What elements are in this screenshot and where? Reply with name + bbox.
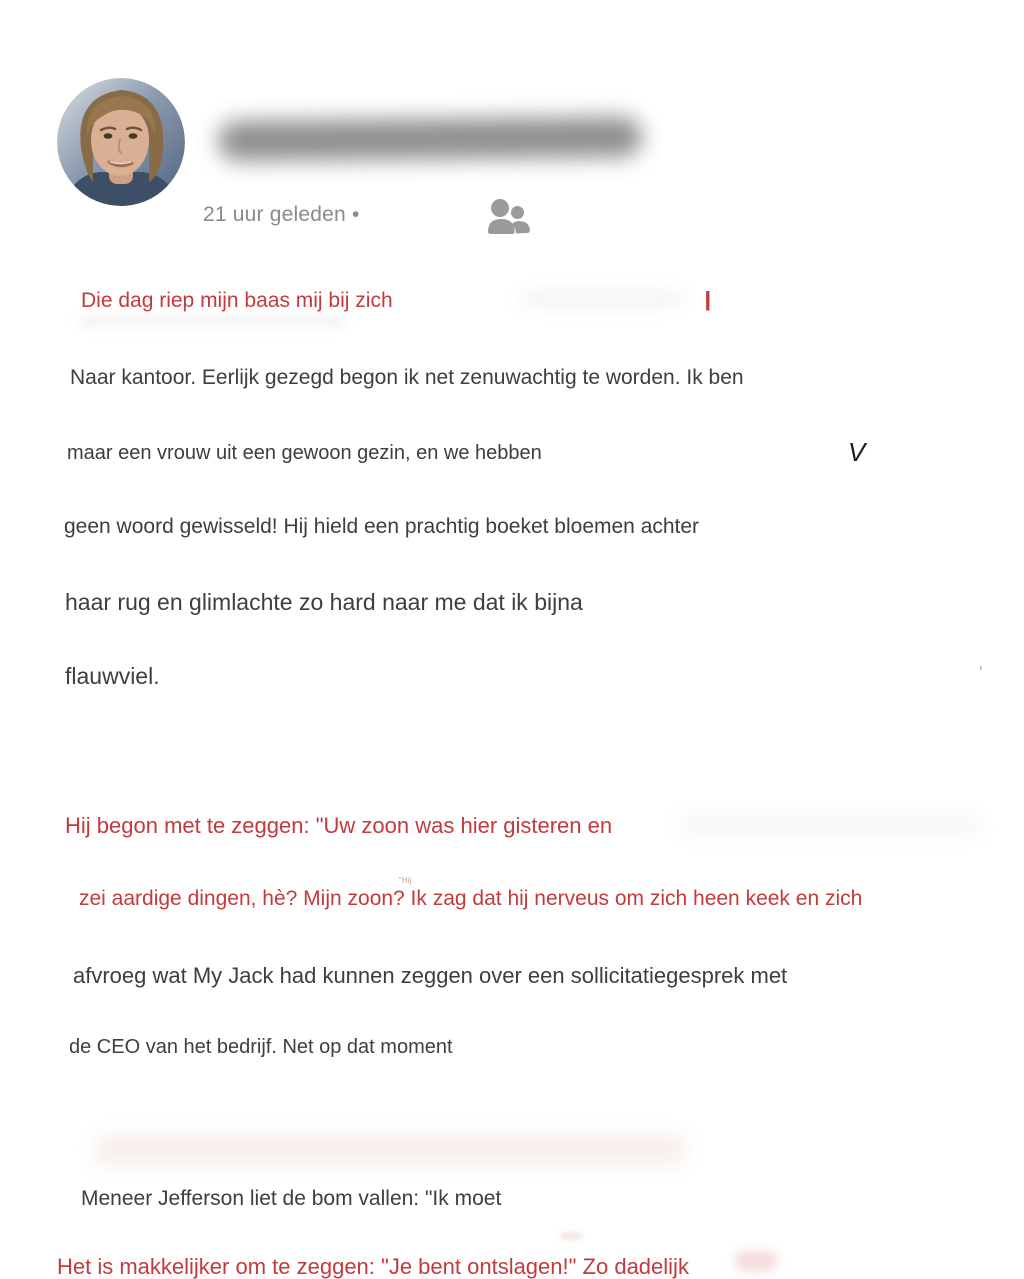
post-line-12: Het is makkelijker om te zeggen: "Je bent ontslagen!" Zo dadelijk [57, 1254, 689, 1279]
post-line-9: afvroeg wat My Jack had kunnen zeggen over een sollicitatiegesprek met [73, 963, 788, 988]
erased-text-smudge [735, 1251, 777, 1271]
erased-text-smudge [520, 291, 685, 307]
post-line-10: de CEO van het bedrijf. Net op dat moment [69, 1036, 453, 1058]
post-line-1: Die dag riep mijn baas mij bij zich [81, 289, 393, 312]
username-blurred[interactable] [218, 117, 642, 161]
post-line-8: zei aardige dingen, hè? Mijn zoon? Ik zag dat hij nerveus om zich heen keek en zich [79, 887, 863, 910]
post-line-4: geen woord gewisseld! Hij hield een prachtig boeket bloemen achter [64, 515, 700, 538]
red-stroke-artifact: ן [704, 284, 712, 312]
post-header [0, 0, 1024, 260]
post-line-3: maar een vrouw uit een gewoon gezin, en we hebben [67, 442, 542, 464]
friends-icon [486, 198, 532, 238]
post-line-6: flauwviel. [65, 663, 160, 689]
tiny-hij-artifact: "Hij [399, 876, 412, 885]
erased-text-smudge [560, 1233, 582, 1239]
v-mark-artifact: V [848, 437, 866, 467]
erased-text-smudge [680, 815, 980, 835]
erased-text-smudge [78, 317, 346, 326]
post-line-11: Meneer Jefferson liet de bom vallen: "Ik moet [81, 1187, 502, 1210]
erased-text-smudge [95, 1135, 685, 1165]
post-line-5: haar rug en glimlachte zo hard naar me dat ik bijna [65, 589, 583, 615]
faint-apostrophe-artifact: ' [979, 663, 983, 683]
post-timestamp[interactable]: 21 uur geleden • [203, 203, 360, 226]
avatar-image [57, 78, 185, 206]
avatar[interactable] [57, 78, 185, 206]
post-line-7: Hij begon met te zeggen: "Uw zoon was hier gisteren en [65, 813, 613, 838]
post-line-2: Naar kantoor. Eerlijk gezegd begon ik net zenuwachtig te worden. Ik ben [70, 366, 744, 389]
